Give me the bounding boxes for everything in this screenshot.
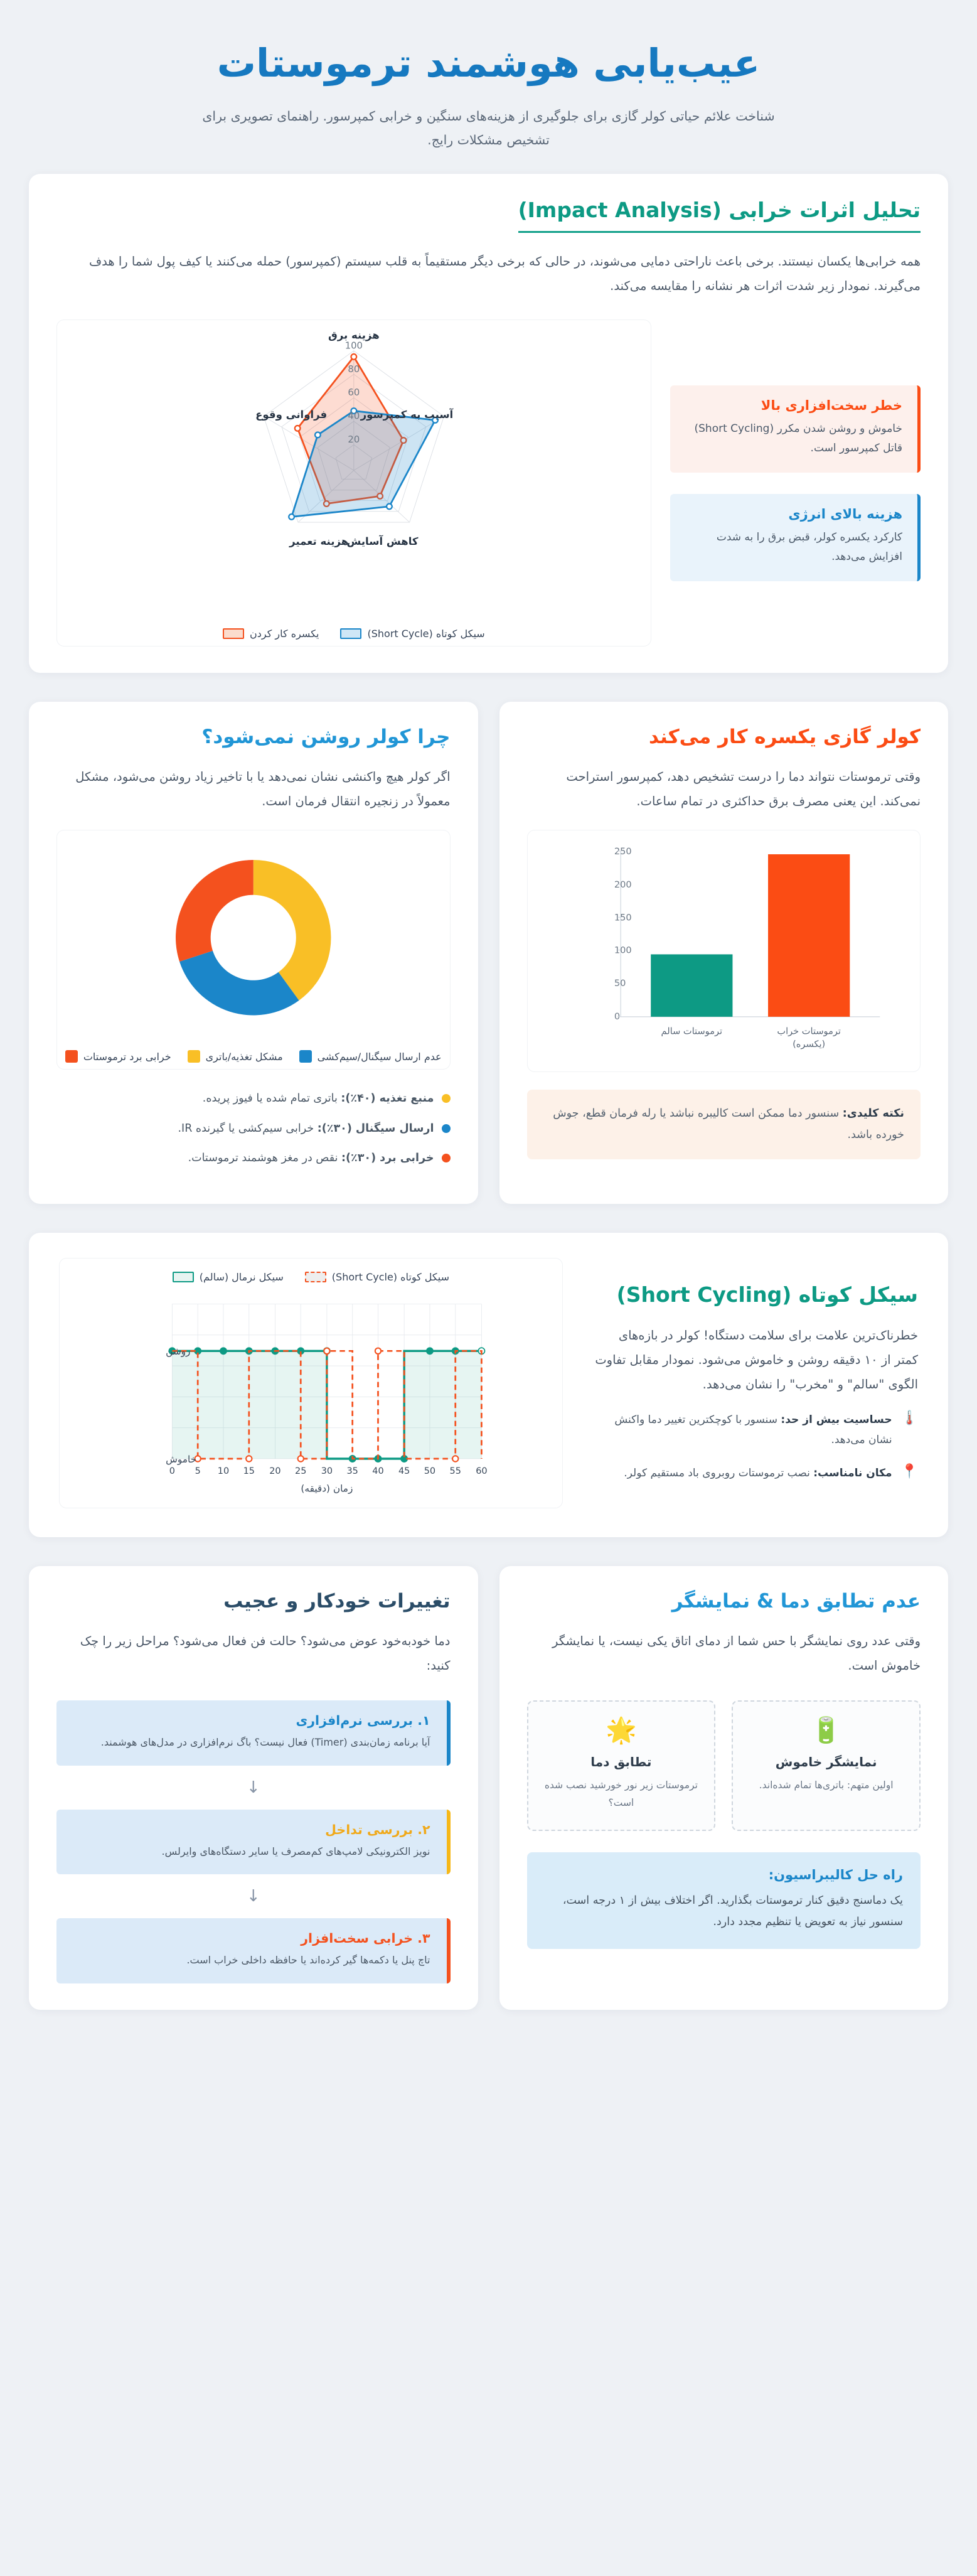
short-cycling-text [592,1282,918,1483]
cause-label: خرابی برد (۳۰٪): [341,1151,434,1164]
impact-content [56,319,921,647]
svg-text:5: 5 [195,1466,201,1476]
impact-analysis-card [29,174,948,673]
svg-text:55: 55 [449,1466,461,1476]
step-chart-panel [59,1258,563,1508]
always-on-card [499,702,949,1204]
bar-ytick-100: 100 [614,945,632,957]
bar-ytick-200: 200 [614,879,632,891]
cause-row-board [56,1148,451,1169]
radar-axis-label-1: آسیب به کمپرسور [360,409,454,421]
mid-section [0,702,977,1204]
legend-item-signal [299,1050,442,1063]
svg-text:30: 30 [321,1466,333,1476]
step-legend-label-short: سیکل کوتاه (Short Cycle) [331,1271,449,1284]
cause-label: ارسال سیگنال (۳۰٪): [317,1122,434,1135]
svg-text:15: 15 [243,1466,255,1476]
short-cycling-section [0,1233,977,1537]
step-title: ۱. بررسی نرم‌افزاری [296,1713,430,1729]
bar-faulty-thermostat [768,854,850,1017]
legend-swatch-solid-teal [173,1272,194,1282]
arrow-down-icon: ↓ [246,1887,260,1906]
donut-slice-board [176,860,254,962]
radar-axis-label-2: کاهش آسایش [346,535,419,548]
location-pin-icon: 📍 [900,1464,918,1480]
impact-analysis-section [0,174,977,673]
short-cycling-body: خطرناک‌ترین علامت برای سلامت دستگاه! کولر در بازه‌های کمتر از ۱۰ دقیقه روشن و خاموش می‌شود. نمودار مقابل تفاوت الگوی "سالم" و "مخرب" را نشان می‌دهد. [595,1328,918,1392]
legend-item-normal-cycle-step [173,1271,284,1283]
bar-healthy-thermostat [651,955,732,1017]
callout-hardware-risk [670,385,921,473]
bar-ytick-250: 250 [614,846,632,857]
solution-body: یک دماسنج دقیق کنار ترموستات بگذارید. اگر اختلاف بیش از ۱ درجه است، سنسور نیاز به تعویض یا تنظیم مجدد دارد. [562,1894,903,1929]
auto-changes-body: دما خودبه‌خود عوض می‌شود؟ حالت فن فعال می‌شود؟ مراحل زیر را چک کنید: [80,1634,451,1673]
cause-desc: خرابی سیم‌کشی یا گیرنده IR. [178,1122,318,1135]
auto-changes-card [29,1566,478,2010]
step-desc: آیا برنامه زمان‌بندی (Timer) فعال نیست؟ باگ نرم‌افزاری در مدل‌های هوشمند. [100,1736,430,1749]
donut-legend-label-power: مشکل تغذیه/باتری [205,1050,283,1063]
bullet-location [592,1464,918,1483]
display-mini-cards [527,1700,921,1831]
step-title: ۲. بررسی تداخل [325,1822,430,1837]
step-legend-label-normal: سیکل نرمال (سالم) [199,1271,284,1284]
cause-bullet-blue [442,1124,451,1133]
always-on-body: وقتی ترموستات نتواند دما را درست تشخیص دهد، کمپرسور استراحت نمی‌کند. این یعنی مصرف برق حداکثری در تمام ساعات. [566,770,921,809]
step-hardware-failure [56,1918,451,1983]
short-cycling-card [29,1233,948,1537]
cause-desc: نقص در مغز هوشمند ترموستات. [188,1151,342,1164]
cause-row-signal [56,1119,451,1139]
short-cycling-title: سیکل کوتاه (Short Cycling) [616,1282,918,1307]
svg-text:35: 35 [346,1466,358,1476]
bar-chart-panel [527,830,921,1072]
cause-bullet-orange [442,1154,451,1162]
thermometer-icon: 🌡️ [900,1410,918,1427]
no-start-body: اگر کولر هیچ واکنشی نشان نمی‌دهد یا با تاخیر زیاد روشن می‌شود، مشکل معمولاً در زنجیره انتقال فرمان است. [75,770,451,809]
radar-axis-label-0: هزینه برق [328,330,380,342]
step-interference-check [56,1810,451,1875]
legend-dot-orange [65,1050,78,1063]
always-on-title: کولر گازی یکسره کار می‌کند [649,726,921,749]
svg-text:25: 25 [295,1466,307,1476]
legend-swatch-dashed-orange [305,1272,326,1282]
bar-xtick-healthy: ترموستات سالم [661,1026,722,1037]
legend-dot-blue [299,1050,312,1063]
legend-item-short-cycle-step [305,1271,449,1283]
cause-row-power [56,1088,451,1109]
callout-body: کارکرد یکسره کولر، قبض برق را به شدت افزایش می‌دهد. [716,530,902,564]
step-chart-legend [66,1271,556,1283]
bar-xtick-faulty-line1: ترموستات خراب [776,1026,841,1037]
radar-legend [63,628,644,640]
mini-card-display-off [732,1700,921,1831]
bottom-section [0,1566,977,2010]
impact-body: همه خرابی‌ها یکسان نیستند. برخی باعث ناراحتی دمایی می‌شوند، در حالی که برخی دیگر مستقیماً به قلب سیستم (کمپرسور) حمله می‌کنند یا کیف پول شما را هدف می‌گیرند. نمودار زیر شدت اثرات هر نشانه را مقایسه می‌کند. [88,254,921,294]
svg-text:50: 50 [424,1466,436,1476]
bar-ytick-150: 150 [614,912,632,923]
radar-tick-100: 100 [344,340,363,352]
impact-callouts [670,319,921,647]
auto-changes-title: تغییرات خودکار و عجیب [223,1590,451,1613]
donut-chart-panel [56,830,451,1070]
cause-bullet-yellow [442,1094,451,1103]
key-note-box [527,1090,921,1159]
donut-legend [63,1050,444,1063]
radar-axis-label-3: هزینه تعمیر [289,535,349,548]
impact-title: تحلیل اثرات خرابی (Impact Analysis) [518,198,921,233]
bullet-label: حساسیت بیش از حد: [781,1414,892,1427]
legend-swatch-orange [223,628,244,639]
mini-card-desc: اولین متهم: باتری‌ها تمام شده‌اند. [759,1779,894,1791]
legend-swatch-blue [340,628,361,639]
bar-ytick-50: 50 [614,978,626,989]
legend-item-short-cycle [340,628,484,640]
no-start-card [29,702,478,1204]
donut-slice-signal [179,951,299,1016]
legend-item-power [188,1050,283,1063]
svg-text:45: 45 [398,1466,410,1476]
svg-text:10: 10 [217,1466,230,1476]
mini-card-title: نمایشگر خاموش [775,1754,877,1770]
radar-legend-label-short-cycle: سیکل کوتاه (Short Cycle) [367,628,485,640]
step-desc: تاچ پنل یا دکمه‌ها گیر کرده‌اند یا حافظه داخلی خراب است. [186,1954,430,1967]
step-software-check [56,1700,451,1766]
callout-title: هزینه بالای انرژی [788,506,902,522]
radar-tick-80: 80 [348,364,360,375]
display-mismatch-card [499,1566,949,2010]
svg-text:40: 40 [372,1466,384,1476]
radar-tick-40: 40 [348,411,360,422]
page-title: عیب‌یابی هوشمند ترموستات [216,40,761,86]
key-note-body: سنسور دما ممکن است کالیبره نباشد یا رله فرمان قطع، جوش خورده باشد. [553,1107,904,1141]
radar-tick-20: 20 [348,434,360,446]
step-desc: نویز الکترونیکی لامپ‌های کم‌مصرف یا سایر دستگاه‌های وایرلس. [161,1845,430,1857]
bullet-desc: نصب ترموستات روبروی باد مستقیم کولر. [624,1467,814,1480]
radar-axis-label-4: فراوانی وقوع [255,409,328,421]
sun-icon: 🌟 [605,1716,637,1746]
mini-card-temp-match [527,1700,716,1831]
display-mismatch-title: عدم تطابق دما & نمایشگر [671,1590,921,1613]
callout-energy-cost [670,494,921,581]
cause-label: منبع تغذیه (۴۰٪): [341,1092,434,1105]
page-header [0,0,977,174]
donut-legend-label-signal: عدم ارسال سیگنال/سیم‌کشی [317,1050,442,1063]
no-start-donut-chart [63,839,444,1046]
power-bar-chart [534,839,914,1065]
bar-xtick-faulty-line2: (یکسره) [792,1039,825,1050]
bullet-label: مکان نامناسب: [813,1467,892,1480]
legend-item-board [65,1050,171,1063]
callout-title: خطر سخت‌افزاری بالا [761,398,902,413]
svg-text:60: 60 [476,1466,488,1476]
step-ytick-off: خاموش [166,1454,197,1466]
bullet-sensitivity [592,1410,918,1450]
bar-ytick-0: 0 [614,1011,620,1022]
radar-chart-panel [56,319,651,647]
battery-icon: 🔋 [810,1716,842,1746]
step-ytick-on: روشن [166,1346,191,1358]
radar-tick-60: 60 [348,387,360,399]
svg-text:0: 0 [169,1466,175,1476]
callout-body: خاموش و روشن شدن مکرر (Short Cycling) قاتل کمپرسور است. [694,422,902,455]
cause-desc: باتری تمام شده یا فیوز پریده. [202,1092,341,1105]
radar-legend-label-always-on: یکسره کار کردن [250,628,319,640]
calibration-solution-box [527,1852,921,1949]
short-cycling-step-chart [66,1288,556,1501]
cause-list [56,1088,451,1169]
donut-legend-label-board: خرابی برد ترموستات [83,1050,171,1063]
solution-title: راه حل کالیبراسیون: [768,1867,903,1882]
mini-card-title: تطابق دما [590,1754,652,1770]
step-xaxis-label: زمان (دقیقه) [301,1483,353,1495]
legend-dot-yellow [188,1050,200,1063]
troubleshoot-steps [56,1700,451,1983]
mini-card-desc: ترموستات زیر نور خورشید نصب شده است؟ [544,1779,698,1809]
legend-item-always-on [223,628,319,640]
radar-chart [63,329,644,624]
page-subtitle: شناخت علائم حیاتی کولر گازی برای جلوگیری از هزینه‌های سنگین و خرابی کمپرسور. راهنمای تصویری برای تشخیص مشکلات رایج. [202,108,775,148]
svg-text:20: 20 [269,1466,281,1476]
bullet-desc: سنسور با کوچکترین تغییر دما واکنش نشان می‌دهد. [614,1414,892,1446]
arrow-down-icon: ↓ [246,1778,260,1797]
display-mismatch-body: وقتی عدد روی نمایشگر با حس شما از دمای اتاق یکی نیست، یا نمایشگر خاموش است. [552,1634,921,1673]
step-title: ۳. خرابی سخت‌افزار [301,1931,430,1946]
no-start-title: چرا کولر روشن نمی‌شود؟ [201,726,451,749]
key-note-label: نکته کلیدی: [842,1107,904,1120]
